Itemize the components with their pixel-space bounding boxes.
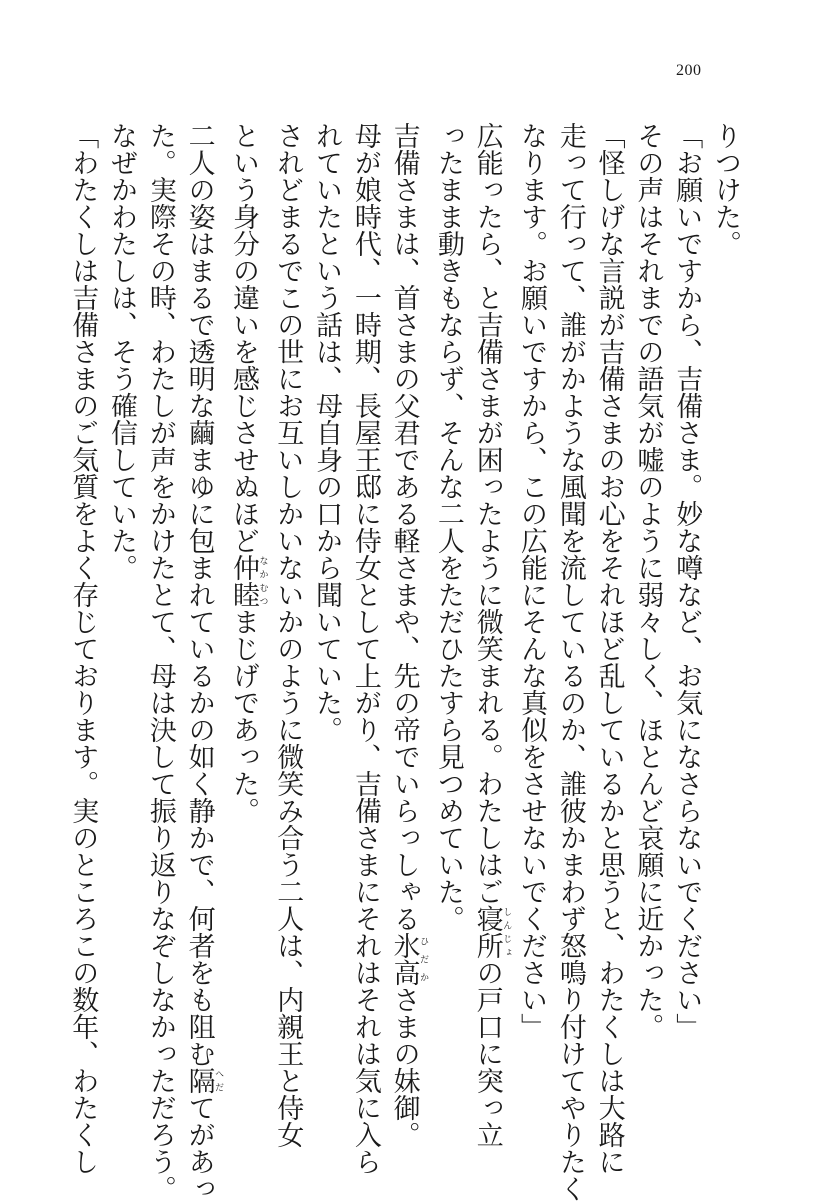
page-number: 200 (676, 62, 702, 79)
body-text (67, 122, 744, 1202)
text-line: 二人の姿はまるで透明な繭まゆに包まれているかの如く静かで、何者をも阻む隔へだてがあっ (183, 122, 224, 1202)
furigana: しんじょ (501, 905, 512, 959)
text-line: 広能ったら、と吉備さまが困ったように微笑まれる。わたしはご寝所しんじょの戸口に突っ立 (471, 122, 512, 1148)
text-line: 走って行って、誰がかような風聞を流しているのか、誰彼かまわず怒鳴り付けてやりたく (554, 122, 586, 1202)
text-line: ったまま動きもならず、そんな二人をただひたすら見つめていた。 (432, 122, 464, 932)
text-line: されどまるでこの世にお互いしかいないかのように微笑み合う二人は、内親王と侍女 (272, 122, 304, 1148)
text-line: 「怪しげな言説が吉備さまのお心をそれほど乱しているかと思うと、わたくしは大路に (593, 122, 625, 1175)
text-line: 母が娘時代、一時期、長屋王邸に侍女として上がり、吉備さまにそれはそれは気に入ら (349, 122, 381, 1175)
text-line: という身分の違いを感じさせぬほど仲睦なかむつまじげであった。 (227, 122, 268, 824)
text-line: 吉備さまは、首さまの父君である軽さまや、先の帝でいらっしゃる氷高ひだかさまの妹御。 (388, 122, 429, 1148)
text-line: た。実際その時、わたしが声をかけたとて、母は決して振り返りなぞしなかっただろう。 (144, 122, 176, 1202)
ruby-annotation: 仲睦なかむつ (227, 554, 268, 608)
text-line: その声はそれまでの語気が嘘のように弱々しく、ほとんど哀願に近かった。 (632, 122, 664, 1040)
text-line: 「わたくしは吉備さまのご気質をよく存じております。実のところこの数年、わたくし (67, 122, 99, 1175)
ruby-annotation: 氷高ひだか (388, 932, 429, 986)
furigana: なかむつ (257, 554, 268, 608)
text-line: りつけた。 (710, 122, 741, 257)
text-line: なります。お願いですから、この広能にそんな真似をさせないでください」 (516, 122, 548, 1040)
text-line: なぜかわたしは、そう確信していた。 (106, 122, 138, 581)
furigana: へだ (213, 1067, 224, 1094)
ruby-annotation: 隔へだ (183, 1067, 224, 1094)
furigana: ひだか (418, 932, 429, 986)
ruby-annotation: 寝所しんじょ (471, 905, 512, 959)
text-line: れていたという話は、母自身の口から聞いていた。 (311, 122, 343, 743)
text-line: 「お願いですから、吉備さま。妙な噂など、お気になさらないでください」 (671, 122, 703, 1040)
